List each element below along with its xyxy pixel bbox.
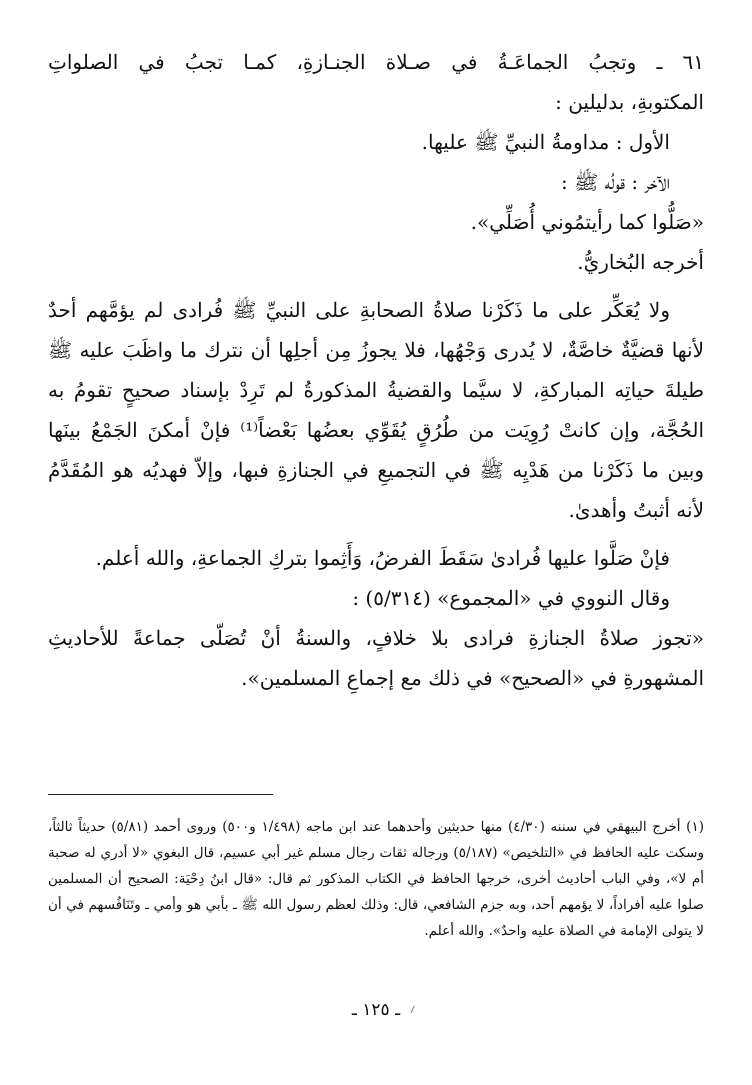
footnote-separator	[48, 794, 273, 795]
book-page	[48, 42, 704, 1062]
paragraph-nawawi-quote: «تجوز صلاةُ الجنازةِ فرادى بلا خلافٍ، والسنةُ أنْ تُصَلّى جماعةً للأحاديثِ المشهورةِ في «الصحيح» في ذلك مع إجماعِ المسلمين».	[48, 626, 704, 690]
footnote-1: (١) أخرج البيهقي في سننه (٤/٣٠) منها حديثين وأحدهما عند ابن ماجه (١/٤٩٨ و٥٠٠) وروى أحمد (٥/٨١) حديثاً ثالثاً، وسكت عليه الحافظ في «التلخيص» (٥/١٨٧) ورجاله ثقات رجال مسلم غير أبي عسيم، قال البغوي «لا أدري له صحبة أم لا»، وفي الباب أحاديث أخرى، خرجها الحافظ في الكتاب المذكور ثم قال: «قال ابنُ دِحْيَة: الصحيح أن المسلمين صلوا عليه أفراداً، لا يؤمهم أحد، وبه جزم الشافعي، قال: وذلك لعظم رسول الله ﷺ ـ بأبي هو وأمي ـ وتَنَافُسهم في أن لا يتولى الإمامة في الصلاة عليه واحدٌ». والله أعلم.	[48, 819, 704, 939]
paragraph-ruling: فإنْ صَلَّوا عليها فُرادىٰ سَقَطَ الفرضُ، وَأَثِموا بتركِ الجماعةِ، والله أعلم.	[95, 546, 670, 570]
hadith-source: أخرجه البُخاريُّ.	[577, 250, 704, 274]
paragraph-61-line-2: المكتوبةِ، بدليلين :	[555, 90, 704, 114]
hadith-quote: «صَلُّوا كما رأيتمُوني أُصَلِّي».	[470, 210, 704, 234]
paragraph-nawawi-intro: وقال النووي في «المجموع» (٥/٣١٤) :	[352, 586, 670, 610]
paragraph-61-line-1: ٦١ ـ وتجبُ الجماعَـةُ في صـلاة الجنـازةِ، كمـا تجبُ في الصلواتِ	[48, 50, 704, 74]
evidence-second: الآخر : قولُه ﷺ :	[560, 170, 670, 194]
paragraph-discussion: ولا يُعَكِّر على ما ذَكَرْنا صلاةُ الصحابةِ على النبيِّ ﷺ فُرادى لم يؤمَّهم أحدٌ لأنها قضيَّةٌ خاصَّةٌ، لا يُدرى وَجْهُها، فلا يجوزُ مِن أجلِها أن نترك ما واظَبَ عليه ﷺ طيلةَ حياتِه المباركةِ، لا سيَّما والقضيةُ المذكورةُ لم تَرِدْ بإسناد صحيحٍ تقومُ به الحُجَّة، وإن كانتْ رُوِيَت من طُرُقٍ يُقَوِّي بعضُها بَعْضاً⁽¹⁾ فإنْ أمكنَ الجَمْعُ بينَها وبين ما ذَكَرْنا من هَدْيِه ﷺ في التجميعِ في الجنازةِ فبها، وإلاّ فهديُه هو المُقَدَّمُ لأنه أثبتُ وأهدىٰ.	[48, 298, 704, 522]
footnotes-section	[48, 814, 704, 944]
page-number: ـ ١٢٥ ـ	[351, 1000, 401, 1020]
evidence-first: الأول : مداومةُ النبيِّ ﷺ عليها.	[421, 130, 670, 154]
